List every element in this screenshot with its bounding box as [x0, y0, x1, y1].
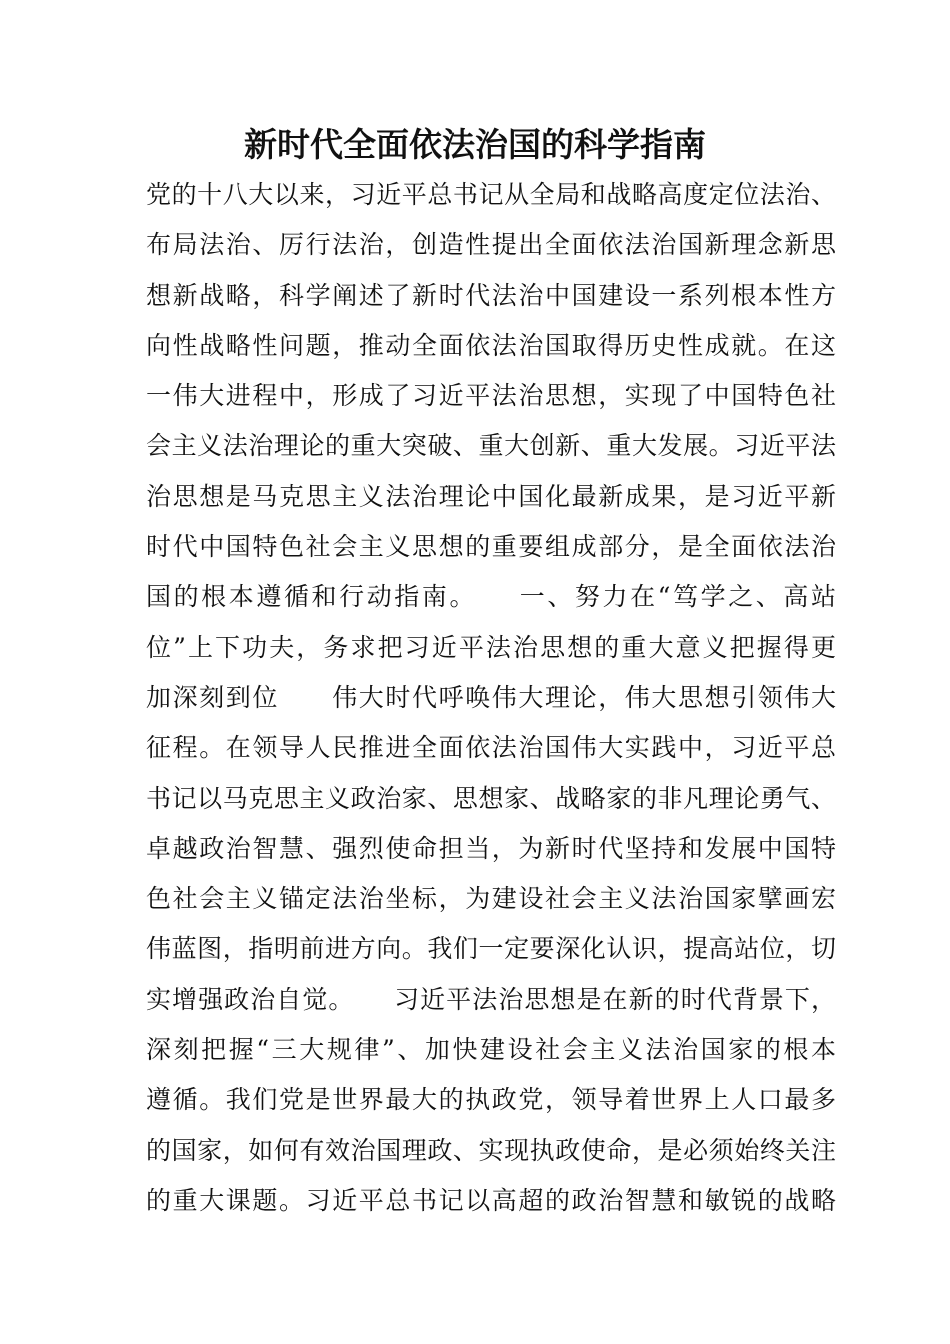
- text-line: 征程。在领导人民推进全面依法治国伟大实践中，习近平总: [146, 733, 836, 763]
- text-line: 想新战略，科学阐述了新时代法治中国建设一系列根本性方: [146, 280, 836, 310]
- text-line: 向性战略性问题，推动全面依法治国取得历史性成就。在这: [146, 330, 836, 360]
- text-line: 布局法治、厉行法治，创造性提出全面依法治国新理念新思: [146, 230, 836, 260]
- text-line: 一伟大进程中，形成了习近平法治思想，实现了中国特色社: [146, 381, 836, 411]
- text-line: 伟蓝图，指明前进方向。我们一定要深化认识，提高站位，切: [146, 934, 836, 964]
- text-line: 卓越政治智慧、强烈使命担当，为新时代坚持和发展中国特: [146, 833, 836, 863]
- text-line: 书记以马克思主义政治家、思想家、战略家的非凡理论勇气、: [146, 783, 836, 813]
- text-line: 国的根本遵循和行动指南。 一、努力在“笃学之、高站: [146, 582, 836, 612]
- text-line: 的重大课题。习近平总书记以高超的政治智慧和敏锐的战略: [146, 1185, 836, 1215]
- text-line: 治思想是马克思主义法治理论中国化最新成果，是习近平新: [146, 481, 836, 511]
- text-line: 的国家，如何有效治国理政、实现执政使命，是必须始终关注: [146, 1135, 836, 1165]
- text-line: 党的十八大以来，习近平总书记从全局和战略高度定位法治、: [146, 180, 836, 209]
- text-line: 加深刻到位 伟大时代呼唤伟大理论，伟大思想引领伟大: [146, 682, 836, 712]
- text-line: 色社会主义锚定法治坐标，为建设社会主义法治国家擘画宏: [146, 884, 836, 914]
- document-title: 新时代全面依法治国的科学指南: [244, 125, 706, 164]
- text-line: 会主义法治理论的重大突破、重大创新、重大发展。习近平法: [146, 431, 836, 461]
- text-line: 实增强政治自觉。 习近平法治思想是在新的时代背景下，: [146, 984, 836, 1014]
- text-line: 遵循。我们党是世界最大的执政党，领导着世界上人口最多: [146, 1085, 836, 1115]
- text-line: 深刻把握“三大规律”、加快建设社会主义法治国家的根本: [146, 1035, 836, 1065]
- text-line: 位”上下功夫，务求把习近平法治思想的重大意义把握得更: [146, 632, 836, 662]
- text-line: 时代中国特色社会主义思想的重要组成部分，是全面依法治: [146, 532, 836, 562]
- document-body: [146, 170, 836, 1226]
